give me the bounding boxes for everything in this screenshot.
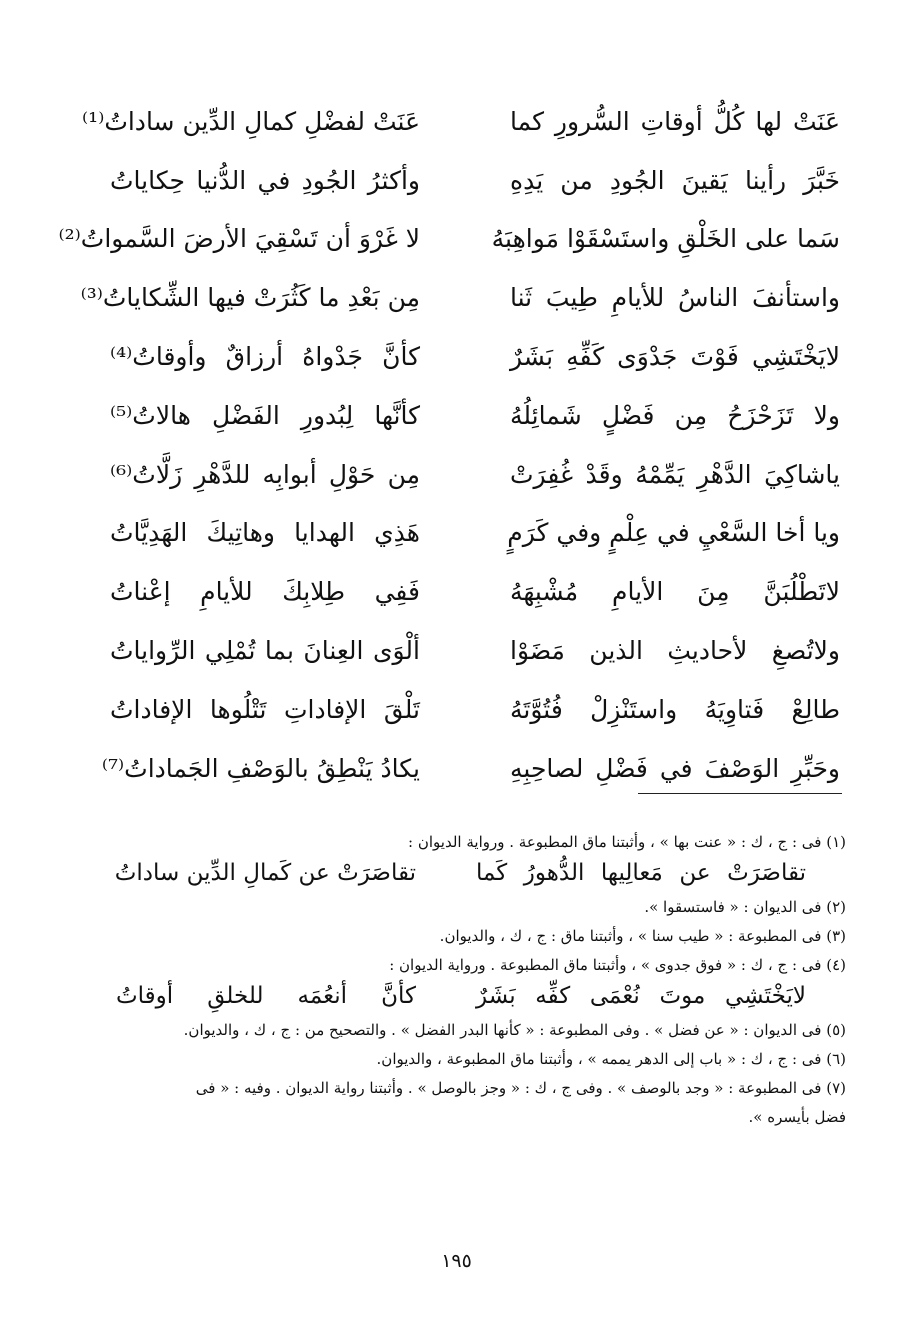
footnote-4-verse (116, 980, 846, 1016)
verse-first-hemistich: عَنَتْ لها كُلُّ أوقاتِ السُّرورِ كما (510, 106, 840, 136)
verse-first-hemistich: خَبَّرَ رأينا يَقينَ الجُودِ من يَدِهِ (510, 165, 840, 195)
footnote-7-line-1: (٧) فى المطبوعة : « وجد بالوصف » . وفى ج ، ك : « وجز بالوصل » . وأثبتنا رواية الديوان . وفيه : « فى (195, 1079, 846, 1097)
footnote-6: (٦) فى : ج ، ك : « باب إلى الدهر يممه » ، وأثبتنا ماق المطبوعة ، والديوان. (376, 1050, 846, 1068)
verse (110, 386, 840, 445)
footnote-1: (١) فى : ج ، ك : « عنت بها » ، وأثبتنا ماق المطبوعة . ورواية الديوان : (408, 833, 846, 851)
verse (110, 562, 840, 621)
verse-second-hemistich: مِن بَعْدِ ما كَثُرَتْ فيها الشِّكاياتُ⁽³⁾ (80, 283, 420, 313)
verse-second-hemistich: لا غَرْوَ أن تَسْقِيَ الأرضَ السَّمواتُ⁽²⁾ (58, 224, 420, 254)
footnote-1-verse (116, 857, 846, 893)
verse-first-hemistich: ولاتُصغِ لأحاديثِ الذين مَضَوْا (510, 636, 840, 666)
verse-second-hemistich: وأكثرُ الجُودِ في الدُّنيا حِكاياتُ (110, 165, 420, 195)
verse (82, 92, 840, 151)
verse (110, 621, 840, 680)
verse-second-hemistich: كأنَّ جَدْواهُ أرزاقٌ وأوقاتُ⁽⁴⁾ (110, 342, 420, 372)
verse (110, 151, 840, 210)
footnote-7-line-2: فضل بأيسره ». (748, 1108, 846, 1126)
verse-first-hemistich: ياشاكِيَ الدَّهْرِ يَمِّمْهُ وقَدْ غُفِرَتْ (510, 459, 840, 489)
verse-second-hemistich: يكادُ يَنْطِقُ بالوَصْفِ الجَماداتُ⁽⁷⁾ (101, 753, 420, 783)
verse-second-hemistich: كأنَّها لِبُدورِ الفَضْلِ هالاتُ⁽⁵⁾ (110, 400, 420, 430)
verse-second-hemistich: ألْوَى العِنانَ بما تُمْلِي الرِّواياتُ (110, 636, 420, 666)
footnote-2: (٢) فى الديوان : « فاستسقوا ». (644, 898, 846, 916)
verse-first-hemistich: ويا أخا السَّعْيِ في عِلْمٍ وفي كَرَمٍ (507, 518, 840, 548)
footnote-4: (٤) فى : ج ، ك : « فوق جدوى » ، وأثبتنا ماق المطبوعة . ورواية الديوان : (389, 956, 846, 974)
quote-first-hemistich: تقاصَرَتْ عن مَعالِيها الدُّهورُ كَما (476, 860, 806, 886)
verse-first-hemistich: لاتَطْلُبَنَّ مِنَ الأيامِ مُشْبِهَهُ (510, 577, 840, 607)
quote-second-hemistich: تقاصَرَتْ عن كَمالِ الدِّين ساداتُ (114, 860, 416, 886)
verse (101, 739, 840, 798)
verse-second-hemistich: فَفِي طِلابِكَ للأيامِ إعْناتُ (110, 577, 420, 607)
verse (110, 504, 840, 563)
verse (80, 268, 840, 327)
footnote-5: (٥) فى الديوان : « عن فضل » . وفى المطبوعة : « كأنها البدر الفضل » . والتصحيح من : ج ، ك ، والديوان. (183, 1021, 846, 1039)
footnotes (116, 828, 846, 1132)
verse-second-hemistich: عَنَتْ لفضْلِ كمالِ الدِّين ساداتُ⁽¹⁾ (82, 106, 420, 136)
verse-first-hemistich: ولا تَزَحْزَحُ مِن فَضْلٍ شَمائِلُهُ (510, 400, 840, 430)
verse-first-hemistich: واستأنفَ الناسُ للأيامِ طِيبَ ثَنا (510, 283, 840, 313)
verse (110, 327, 840, 386)
verse (58, 210, 840, 269)
quote-first-hemistich: لايَخْتَشِي موتَ نُعْمَى كفِّه بَشَرٌ (476, 983, 806, 1009)
verse-second-hemistich: مِن حَوْلِ أبوابِه للدَّهْرِ زَلَّاتُ⁽⁶⁾ (110, 459, 420, 489)
verse-first-hemistich: سَما على الخَلْقِ واستَسْقَوْا مَواهِبَهُ (491, 224, 840, 254)
footnote-3: (٣) فى المطبوعة : « طيب سنا » ، وأثبتنا ماق : ج ، ك ، والديوان. (439, 927, 846, 945)
poem (58, 92, 840, 798)
verse-first-hemistich: طالِعْ فَتاوِيَهُ واستَنْزِلْ فُتُوَّتَهُ (510, 694, 840, 724)
footnote-separator (638, 793, 842, 794)
verse (110, 445, 840, 504)
verse-second-hemistich: هَذِي الهدايا وهاتِيكَ الهَدِيَّاتُ (110, 518, 420, 548)
verse-first-hemistich: لايَخْتَشِي فَوْتَ جَدْوَى كَفِّهِ بَشَرٌ (510, 342, 840, 372)
verse-second-hemistich: تَلْقَ الإفاداتِ تَتْلُوها الإفاداتُ (110, 694, 420, 724)
verse-first-hemistich: وحَبِّرِ الوَصْفَ في فَضْلِ لصاحِبِهِ (510, 753, 840, 783)
verse (110, 680, 840, 739)
page-number: ١٩٥ (441, 1250, 472, 1272)
quote-second-hemistich: كأنَّ أنعُمَه للخلقِ أوقاتُ (116, 983, 416, 1009)
